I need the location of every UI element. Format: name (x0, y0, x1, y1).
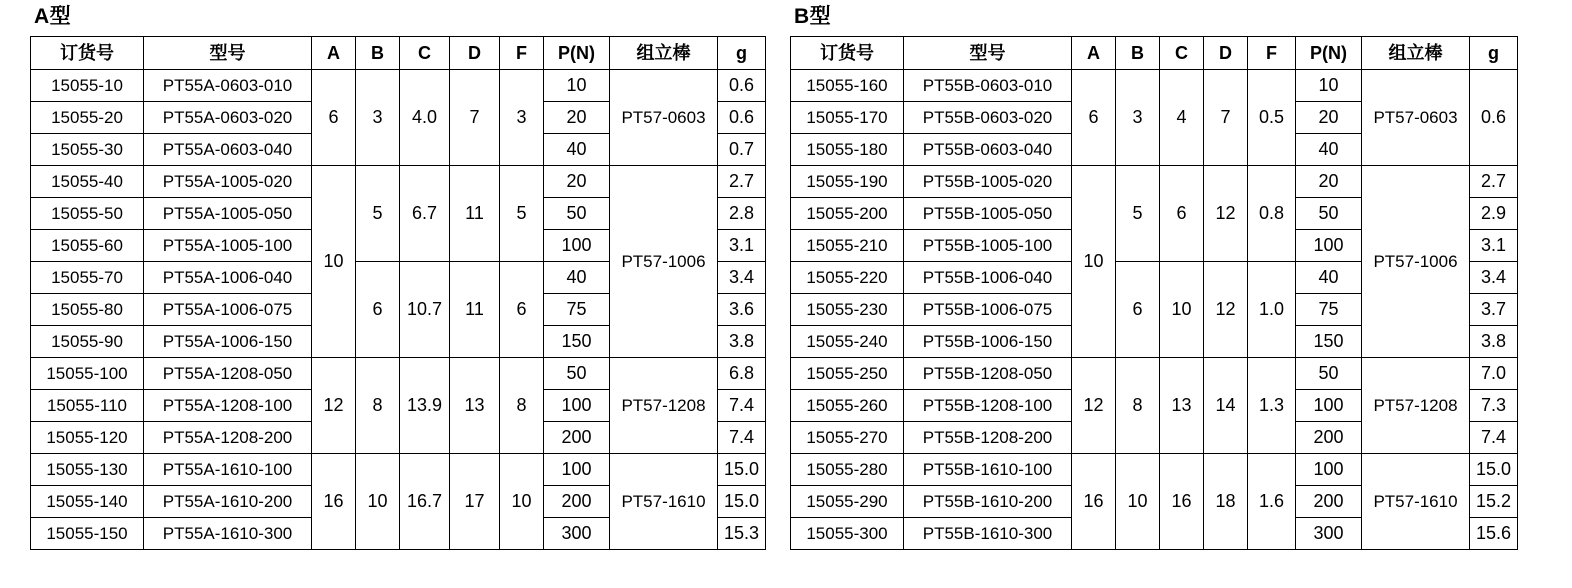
header-order: 订货号 (791, 37, 904, 70)
cell-order: 15055-80 (31, 294, 144, 326)
cell-f: 6 (500, 262, 544, 358)
header-g: g (1470, 37, 1518, 70)
cell-order: 15055-100 (31, 358, 144, 390)
cell-order: 15055-30 (31, 134, 144, 166)
cell-f: 5 (500, 166, 544, 262)
cell-model: PT55B-1005-100 (904, 230, 1072, 262)
cell-model: PT55A-0603-040 (144, 134, 312, 166)
cell-c: 16.7 (400, 454, 450, 550)
cell-order: 15055-110 (31, 390, 144, 422)
cell-p: 100 (1296, 390, 1362, 422)
cell-p: 10 (544, 70, 610, 102)
cell-order: 15055-60 (31, 230, 144, 262)
cell-model: PT55B-1610-100 (904, 454, 1072, 486)
cell-order: 15055-220 (791, 262, 904, 294)
cell-p: 100 (1296, 454, 1362, 486)
spec-table-b (790, 36, 1518, 550)
cell-g: 0.7 (718, 134, 766, 166)
cell-model: PT55A-1005-020 (144, 166, 312, 198)
cell-g: 15.6 (1470, 518, 1518, 550)
cell-c: 13 (1160, 358, 1204, 454)
cell-order: 15055-50 (31, 198, 144, 230)
cell-order: 15055-270 (791, 422, 904, 454)
cell-d: 12 (1204, 262, 1248, 358)
cell-f: 1.0 (1248, 262, 1296, 358)
cell-p: 150 (1296, 326, 1362, 358)
cell-model: PT55A-0603-020 (144, 102, 312, 134)
cell-p: 75 (1296, 294, 1362, 326)
cell-model: PT55B-1610-300 (904, 518, 1072, 550)
header-order: 订货号 (31, 37, 144, 70)
cell-c: 6.7 (400, 166, 450, 262)
cell-d: 7 (450, 70, 500, 166)
cell-f: 3 (500, 70, 544, 166)
cell-d: 17 (450, 454, 500, 550)
cell-g: 6.8 (718, 358, 766, 390)
cell-rod: PT57-1006 (610, 166, 718, 358)
header-g: g (718, 37, 766, 70)
cell-f: 10 (500, 454, 544, 550)
cell-order: 15055-180 (791, 134, 904, 166)
cell-b: 5 (1116, 166, 1160, 262)
cell-g: 0.6 (718, 70, 766, 102)
cell-b: 10 (1116, 454, 1160, 550)
cell-g: 3.4 (718, 262, 766, 294)
table-block-b (790, 6, 1518, 550)
cell-order: 15055-200 (791, 198, 904, 230)
header-p: P(N) (544, 37, 610, 70)
cell-g: 2.9 (1470, 198, 1518, 230)
spec-table-a (30, 36, 766, 550)
cell-order: 15055-240 (791, 326, 904, 358)
cell-g: 2.7 (1470, 166, 1518, 198)
cell-b: 6 (1116, 262, 1160, 358)
cell-model: PT55B-1005-020 (904, 166, 1072, 198)
cell-d: 13 (450, 358, 500, 454)
cell-model: PT55B-1610-200 (904, 486, 1072, 518)
cell-d: 12 (1204, 166, 1248, 262)
cell-p: 40 (544, 262, 610, 294)
cell-model: PT55B-1208-100 (904, 390, 1072, 422)
cell-g: 3.6 (718, 294, 766, 326)
tables-container (0, 6, 1572, 550)
cell-order: 15055-260 (791, 390, 904, 422)
cell-model: PT55A-1610-100 (144, 454, 312, 486)
cell-a: 16 (312, 454, 356, 550)
header-rod: 组立棒 (610, 37, 718, 70)
cell-model: PT55A-1208-100 (144, 390, 312, 422)
cell-p: 20 (544, 102, 610, 134)
cell-model: PT55A-1208-050 (144, 358, 312, 390)
cell-p: 50 (544, 358, 610, 390)
cell-f: 0.5 (1248, 70, 1296, 166)
table-row (31, 166, 766, 198)
cell-f: 1.3 (1248, 358, 1296, 454)
cell-c: 13.9 (400, 358, 450, 454)
cell-order: 15055-90 (31, 326, 144, 358)
cell-g: 3.1 (1470, 230, 1518, 262)
cell-p: 50 (544, 198, 610, 230)
cell-model: PT55A-1006-150 (144, 326, 312, 358)
cell-b: 8 (356, 358, 400, 454)
cell-p: 300 (1296, 518, 1362, 550)
cell-p: 20 (1296, 166, 1362, 198)
cell-model: PT55A-1006-075 (144, 294, 312, 326)
cell-p: 40 (1296, 134, 1362, 166)
cell-rod: PT57-1610 (1362, 454, 1470, 550)
cell-p: 100 (544, 390, 610, 422)
header-b: B (356, 37, 400, 70)
cell-d: 11 (450, 166, 500, 262)
cell-model: PT55B-0603-010 (904, 70, 1072, 102)
header-model: 型号 (144, 37, 312, 70)
cell-order: 15055-290 (791, 486, 904, 518)
cell-p: 40 (544, 134, 610, 166)
cell-f: 0.8 (1248, 166, 1296, 262)
cell-p: 300 (544, 518, 610, 550)
cell-order: 15055-10 (31, 70, 144, 102)
cell-p: 20 (544, 166, 610, 198)
header-p: P(N) (1296, 37, 1362, 70)
cell-g: 15.0 (718, 454, 766, 486)
cell-g: 3.8 (1470, 326, 1518, 358)
cell-model: PT55B-1006-040 (904, 262, 1072, 294)
cell-p: 200 (1296, 486, 1362, 518)
cell-b: 3 (1116, 70, 1160, 166)
cell-order: 15055-210 (791, 230, 904, 262)
cell-c: 16 (1160, 454, 1204, 550)
cell-g: 2.8 (718, 198, 766, 230)
cell-c: 4.0 (400, 70, 450, 166)
cell-p: 40 (1296, 262, 1362, 294)
cell-b: 3 (356, 70, 400, 166)
cell-c: 10 (1160, 262, 1204, 358)
cell-c: 4 (1160, 70, 1204, 166)
table-block-a (30, 6, 766, 550)
header-b: B (1116, 37, 1160, 70)
cell-model: PT55A-0603-010 (144, 70, 312, 102)
cell-p: 200 (544, 486, 610, 518)
cell-f: 1.6 (1248, 454, 1296, 550)
cell-p: 75 (544, 294, 610, 326)
cell-a: 10 (312, 166, 356, 358)
cell-rod: PT57-0603 (610, 70, 718, 166)
cell-model: PT55B-0603-020 (904, 102, 1072, 134)
cell-d: 14 (1204, 358, 1248, 454)
cell-rod: PT57-1208 (1362, 358, 1470, 454)
cell-f: 8 (500, 358, 544, 454)
cell-rod: PT57-0603 (1362, 70, 1470, 166)
cell-model: PT55A-1006-040 (144, 262, 312, 294)
cell-g: 7.3 (1470, 390, 1518, 422)
header-f: F (1248, 37, 1296, 70)
cell-g: 7.4 (1470, 422, 1518, 454)
table-title-a: A型 (34, 5, 72, 28)
cell-d: 11 (450, 262, 500, 358)
cell-g: 0.6 (1470, 70, 1518, 166)
cell-rod: PT57-1208 (610, 358, 718, 454)
cell-g: 3.7 (1470, 294, 1518, 326)
cell-a: 12 (1072, 358, 1116, 454)
header-c: C (400, 37, 450, 70)
cell-order: 15055-250 (791, 358, 904, 390)
table-header-row (31, 37, 766, 70)
table-row (791, 166, 1518, 198)
cell-model: PT55B-1005-050 (904, 198, 1072, 230)
cell-order: 15055-160 (791, 70, 904, 102)
cell-b: 6 (356, 262, 400, 358)
cell-p: 150 (544, 326, 610, 358)
cell-order: 15055-130 (31, 454, 144, 486)
cell-model: PT55B-1208-200 (904, 422, 1072, 454)
cell-g: 3.4 (1470, 262, 1518, 294)
cell-c: 10.7 (400, 262, 450, 358)
header-a: A (312, 37, 356, 70)
header-d: D (1204, 37, 1248, 70)
cell-order: 15055-280 (791, 454, 904, 486)
cell-p: 200 (1296, 422, 1362, 454)
cell-p: 200 (544, 422, 610, 454)
cell-p: 10 (1296, 70, 1362, 102)
cell-model: PT55B-1208-050 (904, 358, 1072, 390)
cell-order: 15055-170 (791, 102, 904, 134)
cell-p: 100 (1296, 230, 1362, 262)
cell-g: 15.0 (718, 486, 766, 518)
cell-d: 7 (1204, 70, 1248, 166)
cell-g: 7.0 (1470, 358, 1518, 390)
cell-model: PT55A-1610-200 (144, 486, 312, 518)
cell-b: 8 (1116, 358, 1160, 454)
cell-a: 10 (1072, 166, 1116, 358)
cell-order: 15055-40 (31, 166, 144, 198)
cell-a: 12 (312, 358, 356, 454)
cell-order: 15055-120 (31, 422, 144, 454)
table-row (31, 358, 766, 390)
header-c: C (1160, 37, 1204, 70)
table-row (791, 454, 1518, 486)
cell-b: 5 (356, 166, 400, 262)
cell-order: 15055-190 (791, 166, 904, 198)
cell-a: 16 (1072, 454, 1116, 550)
cell-order: 15055-230 (791, 294, 904, 326)
header-a: A (1072, 37, 1116, 70)
cell-g: 0.6 (718, 102, 766, 134)
cell-order: 15055-150 (31, 518, 144, 550)
table-row (31, 454, 766, 486)
cell-model: PT55B-1006-150 (904, 326, 1072, 358)
cell-g: 15.3 (718, 518, 766, 550)
header-f: F (500, 37, 544, 70)
cell-g: 7.4 (718, 390, 766, 422)
cell-g: 15.0 (1470, 454, 1518, 486)
cell-order: 15055-140 (31, 486, 144, 518)
cell-model: PT55A-1208-200 (144, 422, 312, 454)
cell-c: 6 (1160, 166, 1204, 262)
table-row (31, 70, 766, 102)
cell-order: 15055-70 (31, 262, 144, 294)
table-title-b: B型 (794, 5, 832, 28)
cell-d: 18 (1204, 454, 1248, 550)
cell-model: PT55A-1005-100 (144, 230, 312, 262)
cell-g: 15.2 (1470, 486, 1518, 518)
cell-g: 3.1 (718, 230, 766, 262)
cell-p: 100 (544, 454, 610, 486)
table-header-row (791, 37, 1518, 70)
cell-model: PT55A-1005-050 (144, 198, 312, 230)
cell-g: 7.4 (718, 422, 766, 454)
cell-order: 15055-300 (791, 518, 904, 550)
cell-b: 10 (356, 454, 400, 550)
cell-p: 50 (1296, 358, 1362, 390)
header-d: D (450, 37, 500, 70)
cell-order: 15055-20 (31, 102, 144, 134)
cell-rod: PT57-1610 (610, 454, 718, 550)
header-model: 型号 (904, 37, 1072, 70)
cell-rod: PT57-1006 (1362, 166, 1470, 358)
cell-a: 6 (1072, 70, 1116, 166)
cell-g: 2.7 (718, 166, 766, 198)
cell-model: PT55B-1006-075 (904, 294, 1072, 326)
cell-model: PT55B-0603-040 (904, 134, 1072, 166)
cell-p: 50 (1296, 198, 1362, 230)
cell-model: PT55A-1610-300 (144, 518, 312, 550)
cell-p: 100 (544, 230, 610, 262)
table-row (791, 358, 1518, 390)
cell-a: 6 (312, 70, 356, 166)
cell-p: 20 (1296, 102, 1362, 134)
cell-g: 3.8 (718, 326, 766, 358)
header-rod: 组立棒 (1362, 37, 1470, 70)
table-row (791, 70, 1518, 102)
